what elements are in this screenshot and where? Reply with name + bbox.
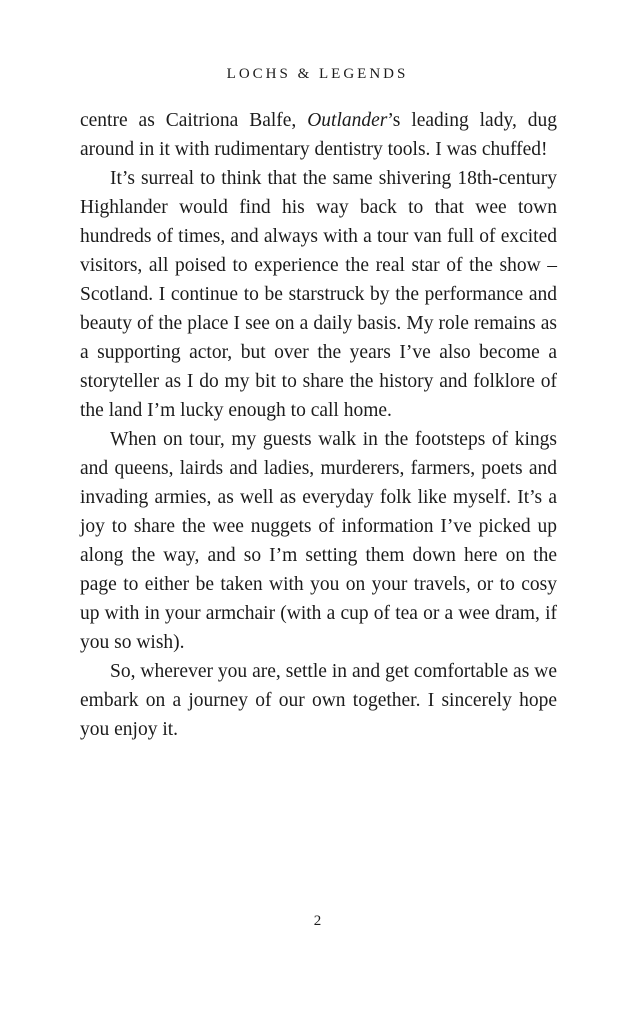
- text-segment: So, wherever you are, settle in and get comfortable as we embark on a journey of our own together. I sincerely hope you enjoy it.: [80, 661, 557, 740]
- paragraph: [80, 425, 557, 657]
- paragraph: [80, 106, 557, 164]
- text-segment: It’s surreal to think that the same shivering 18th-century Highlander would find his way back to that wee town hundreds of times, and always with a tour van full of excited visitors, all poised to experience the real star of the show – Scotland. I continue to be starstruck by the performance and beauty of the place I see on a daily basis. My role remains as a supporting actor, but over the years I’ve also become a storyteller as I do my bit to share the history and folklore of the land I’m lucky enough to call home.: [80, 168, 557, 421]
- body-text: [80, 106, 557, 744]
- running-head: LOCHS & LEGENDS: [226, 66, 409, 82]
- text-segment: ’s leading lady, dug around in it with rudimentary dentistry tools. I was chuffed!: [80, 110, 557, 160]
- italic-text: Outlander: [307, 110, 388, 131]
- text-segment: When on tour, my guests walk in the footsteps of kings and queens, lairds and ladies, murderers, farmers, poets and invading armies, as well as everyday folk like myself. It’s a joy to share the wee nuggets of information I’ve picked up along the way, and so I’m setting them down here on the page to either be taken with you on your travels, or to cosy up with in your armchair (with a cup of tea or a wee dram, if you so wish).: [80, 429, 557, 653]
- paragraph: [80, 164, 557, 425]
- text-segment: centre as Caitriona Balfe,: [80, 110, 308, 131]
- paragraph: [80, 657, 557, 744]
- page-number: 2: [313, 913, 322, 929]
